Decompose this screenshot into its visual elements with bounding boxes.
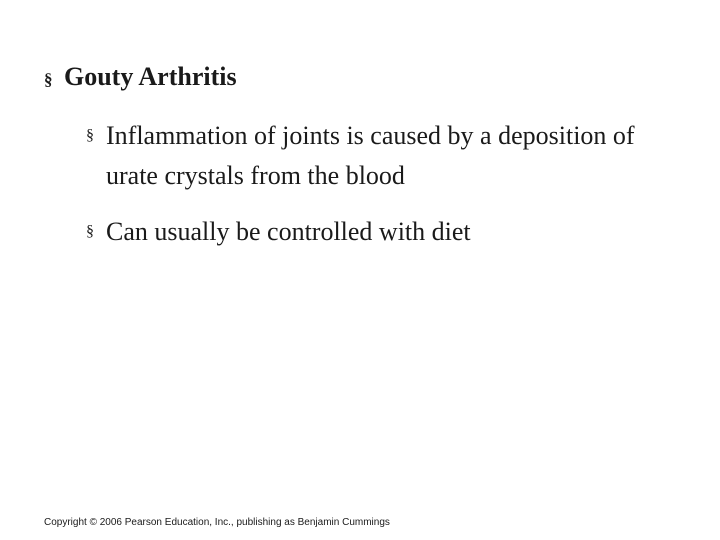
section-marker-icon: §: [86, 223, 94, 240]
slide-heading: Gouty Arthritis: [64, 62, 237, 91]
sub-bullet-inflammation: [86, 116, 686, 196]
sub-bullet-text: Inflammation of joints is caused by a deposition of urate crystals from the blood: [106, 121, 635, 190]
heading-bullet: [44, 62, 237, 92]
sub-bullet-text: Can usually be controlled with diet: [106, 217, 471, 246]
section-marker-icon: §: [86, 127, 94, 144]
copyright-footer: Copyright © 2006 Pearson Education, Inc., publishing as Benjamin Cummings: [44, 517, 390, 528]
sub-bullet-diet: [86, 212, 686, 252]
section-marker-icon: §: [44, 70, 53, 89]
